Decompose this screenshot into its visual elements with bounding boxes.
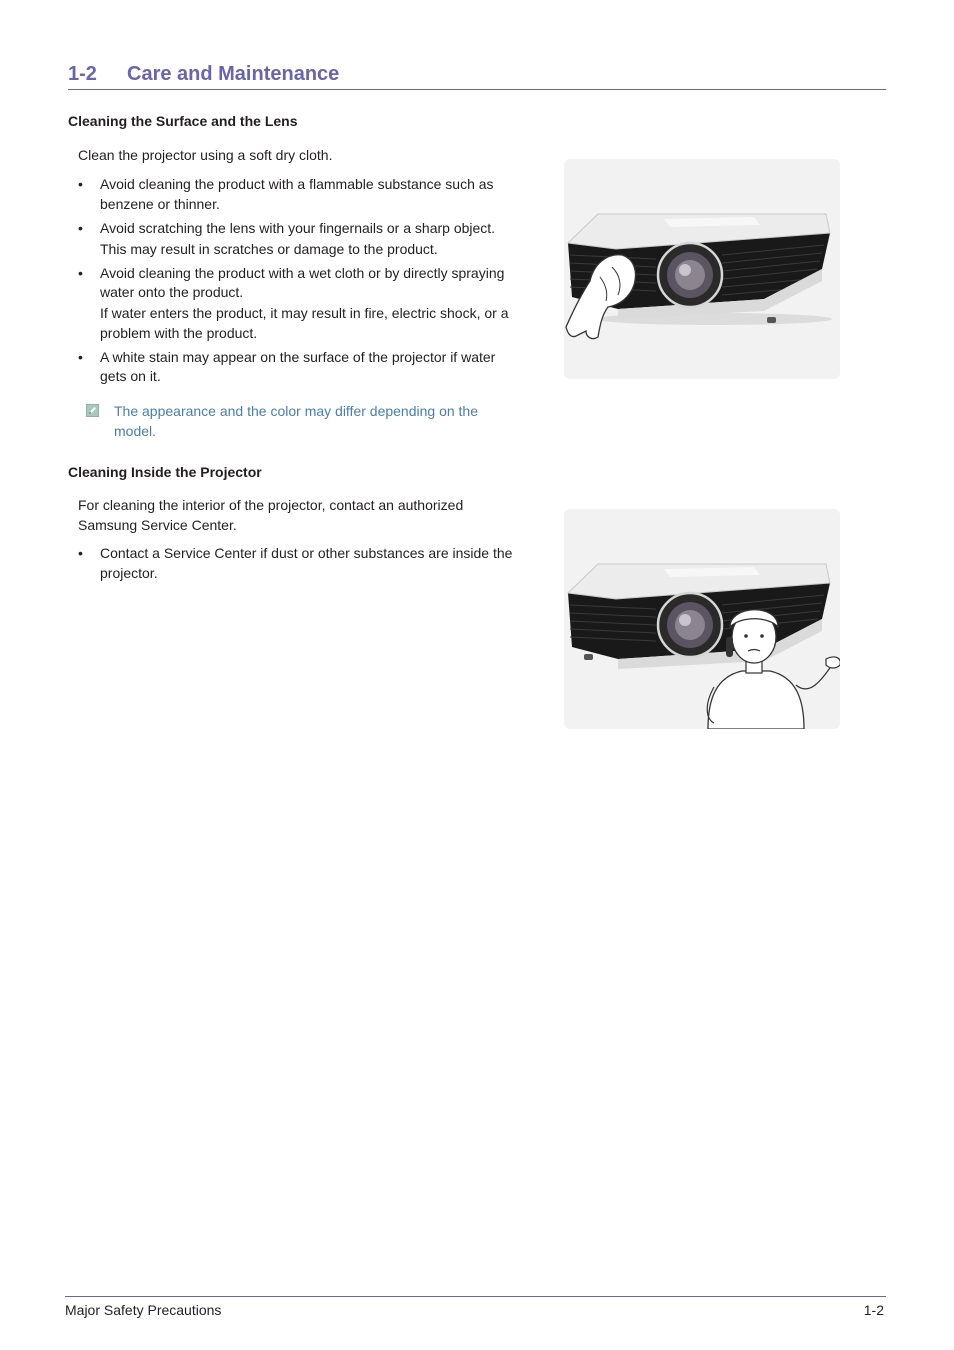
list-item [78, 175, 518, 214]
projector-lens-wiping-illustration [564, 159, 840, 379]
list-item-text: Avoid cleaning the product with a wet cloth or by directly spraying water onto the product. [100, 264, 505, 300]
list-item-text: Avoid cleaning the product with a flammable substance such as benzene or thinner. [100, 176, 494, 212]
list-item [78, 264, 518, 344]
heading-cleaning-surface: Cleaning the Surface and the Lens [68, 113, 298, 129]
list-item [78, 544, 518, 583]
page-number: 1-2 [863, 1302, 884, 1318]
list-item [78, 348, 518, 387]
inside-intro: For cleaning the interior of the projector, contact an authorized Samsung Service Center. [78, 497, 464, 533]
bullet-dot: • [78, 264, 83, 281]
surface-bullet-list [78, 175, 518, 391]
list-item [78, 219, 518, 260]
list-item-subtext: This may result in scratches or damage to the product. [100, 240, 438, 257]
bullet-dot: • [78, 219, 83, 236]
projector-service-call-illustration [564, 509, 840, 729]
section-number: 1-2 [68, 63, 97, 85]
section-title: Care and Maintenance [127, 63, 340, 85]
heading-cleaning-inside: Cleaning Inside the Projector [68, 464, 262, 480]
note-box [86, 402, 506, 441]
bullet-dot: • [78, 348, 83, 365]
footer-chapter-title: Major Safety Precautions [65, 1302, 222, 1318]
list-item-text: Contact a Service Center if dust or other substances are inside the projector. [100, 545, 513, 581]
bullet-dot: • [78, 176, 83, 192]
bullet-dot: • [78, 545, 83, 561]
inside-bullet-list [78, 544, 518, 588]
surface-intro: Clean the projector using a soft dry cloth. [78, 147, 333, 163]
list-item-text: Avoid scratching the lens with your fingernails or a sharp object. [100, 219, 496, 236]
list-item-text: A white stain may appear on the surface of the projector if water gets on it. [100, 348, 496, 384]
note-text: The appearance and the color may differ depending on the model. [114, 403, 478, 439]
page-footer [65, 1296, 886, 1318]
section-header [68, 62, 886, 90]
list-item-subtext: If water enters the product, it may result in fire, electric shock, or a problem with the product. [100, 305, 509, 341]
note-pencil-icon [86, 404, 99, 417]
